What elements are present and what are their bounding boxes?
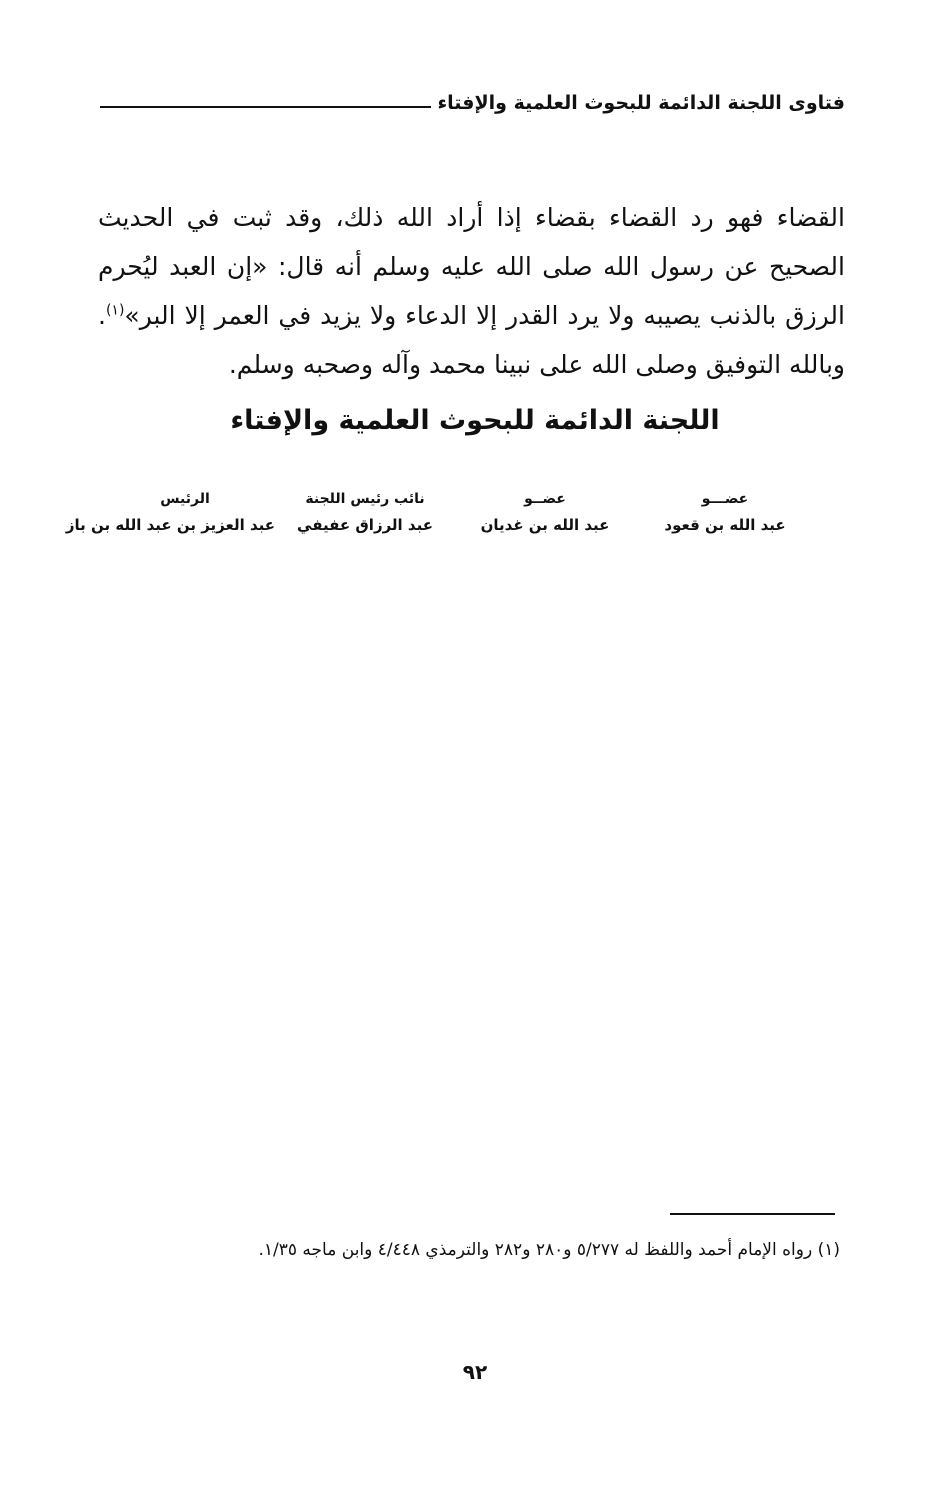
running-header <box>100 88 845 118</box>
footnote-rule <box>670 1213 835 1215</box>
signature-name: عبد الله بن غديان <box>480 516 610 534</box>
body-text: القضاء فهو رد القضاء بقضاء إذا أراد الله ذلك، وقد ثبت في الحديث الصحيح عن رسول الله صلى الله عليه وسلم أنه قال: «إن العبد ليُحرم الرزق بالذنب يصيبه ولا يرد القدر إلا الدعاء ولا يزيد في العمر إلا البر» <box>98 203 845 330</box>
signature-role: عضـــو <box>701 491 749 507</box>
signature-name: عبد الله بن قعود <box>664 516 786 534</box>
signature-name: عبد العزيز بن عبد الله بن باز <box>65 516 275 534</box>
footnote-marker: (١) <box>105 302 125 319</box>
body-paragraph <box>98 193 845 389</box>
page-number: ٩٢ <box>462 1360 488 1384</box>
signature-role: الرئيس <box>160 491 210 507</box>
signature-block <box>65 486 815 556</box>
signature-member-1 <box>635 486 815 556</box>
header-rule <box>100 106 431 108</box>
body-closing: . وبالله التوفيق وصلى الله على نبينا محمد وآله وصحبه وسلم. <box>98 301 845 379</box>
footnote: (١) رواه الإمام أحمد واللفظ له ٥/٢٧٧ و٢٨٠ و٢٨٢ والترمذي ٤/٤٤٨ وابن ماجه ١/٣٥. <box>258 1240 840 1260</box>
signature-vice-chairman <box>275 486 455 556</box>
committee-name: اللجنة الدائمة للبحوث العلمية والإفتاء <box>230 405 720 436</box>
running-header-title: فتاوى اللجنة الدائمة للبحوث العلمية والإفتاء <box>437 92 845 114</box>
signature-role: نائب رئيس اللجنة <box>305 491 425 507</box>
signature-name: عبد الرزاق عفيفي <box>297 516 433 534</box>
signature-chairman <box>65 486 275 556</box>
signature-member-2 <box>455 486 635 556</box>
signature-role: عضــو <box>524 491 566 507</box>
